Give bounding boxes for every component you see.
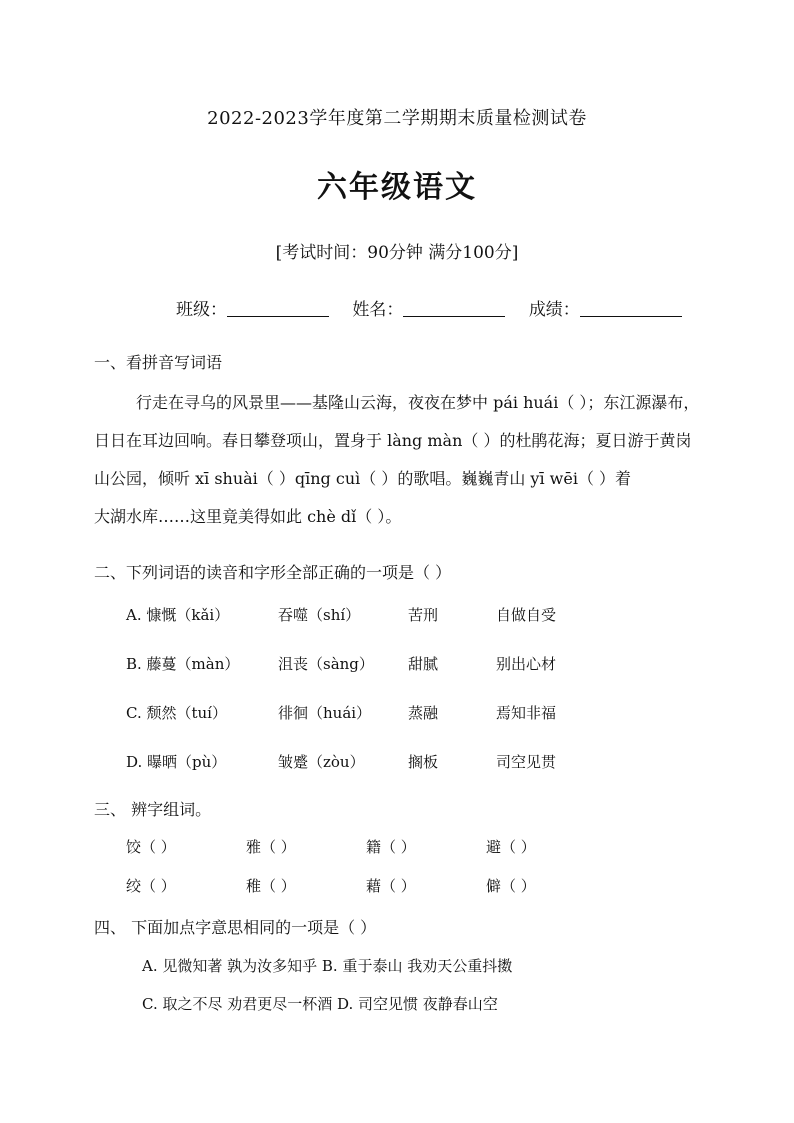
- option-item: 自做自受: [496, 606, 557, 624]
- option-item: 搁板: [408, 753, 439, 771]
- q2-option-d: [126, 751, 556, 772]
- option-item: 别出心材: [496, 655, 557, 673]
- score-blank[interactable]: [580, 298, 682, 317]
- option-item: 吞噬（shí）: [278, 606, 361, 624]
- q2-option-c: [126, 702, 556, 723]
- student-info-fields: [176, 295, 682, 320]
- option-item: C. 颓然（tuí）: [126, 704, 227, 722]
- q3-row-1: [126, 836, 606, 857]
- score-label: 成绩：: [528, 300, 580, 320]
- option-item: A. 慷慨（kǎi）: [126, 606, 230, 624]
- q1-line: 大湖水库……这里竟美得如此 chè dǐ（ ）。: [94, 507, 402, 526]
- option-item: 皱蹙（zòu）: [278, 753, 365, 771]
- q3-heading: 三、 辨字组词。: [94, 800, 212, 819]
- name-blank[interactable]: [403, 298, 505, 317]
- word-blank[interactable]: 饺（ ）: [126, 838, 176, 856]
- word-blank[interactable]: 绞（ ）: [126, 877, 176, 895]
- q4-options-ab: A. 见微知著 孰为汝多知乎 B. 重于泰山 我劝天公重抖擞: [142, 957, 513, 975]
- word-blank[interactable]: 雅（ ）: [246, 838, 296, 856]
- q1-line: 行走在寻乌的风景里——基隆山云海，夜夜在梦中 pái huái（ ）；东江源瀑布，: [136, 393, 700, 412]
- class-blank[interactable]: [227, 298, 329, 317]
- q3-row-2: [126, 875, 606, 896]
- q2-option-a: [126, 604, 556, 625]
- q1-heading: 一、看拼音写词语: [94, 353, 223, 372]
- option-item: 甜腻: [408, 655, 439, 673]
- exam-header: 2022-2023学年度第二学期期末质量检测试卷: [207, 108, 587, 129]
- option-item: 苦刑: [408, 606, 439, 624]
- word-blank[interactable]: 籍（ ）: [366, 838, 416, 856]
- name-label: 姓名：: [352, 300, 404, 320]
- word-blank[interactable]: 藉（ ）: [366, 877, 416, 895]
- option-item: D. 曝晒（pù）: [126, 753, 227, 771]
- option-item: 司空见贯: [496, 753, 557, 771]
- q1-line: 日日在耳边回响。春日攀登项山，置身于 làng màn（ ）的杜鹃花海；夏日游于黄岗: [94, 431, 692, 450]
- q2-option-b: [126, 653, 556, 674]
- q1-paragraph: [94, 384, 734, 536]
- exam-title: 六年级语文: [317, 170, 477, 205]
- q1-line: 山公园，倾听 xī shuài（ ）qīng cuì（ ）的歌唱。巍巍青山 yī wēi（ ）着: [94, 469, 632, 488]
- q2-heading: 二、下列词语的读音和字形全部正确的一项是（ ）: [94, 563, 452, 582]
- q4-options-cd: C. 取之不尽 劝君更尽一杯酒 D. 司空见惯 夜静春山空: [142, 995, 498, 1013]
- option-item: 焉知非福: [496, 704, 557, 722]
- exam-meta: [考试时间：90分钟 满分100分]: [275, 243, 519, 263]
- q4-heading: 四、 下面加点字意思相同的一项是（ ）: [94, 918, 377, 937]
- class-label: 班级：: [176, 300, 227, 320]
- option-item: 沮丧（sàng）: [278, 655, 374, 673]
- option-item: B. 藤蔓（màn）: [126, 655, 240, 673]
- word-blank[interactable]: 避（ ）: [486, 838, 536, 856]
- word-blank[interactable]: 僻（ ）: [486, 877, 536, 895]
- option-item: 蒸融: [408, 704, 439, 722]
- word-blank[interactable]: 稚（ ）: [246, 877, 296, 895]
- option-item: 徘徊（huái）: [278, 704, 372, 722]
